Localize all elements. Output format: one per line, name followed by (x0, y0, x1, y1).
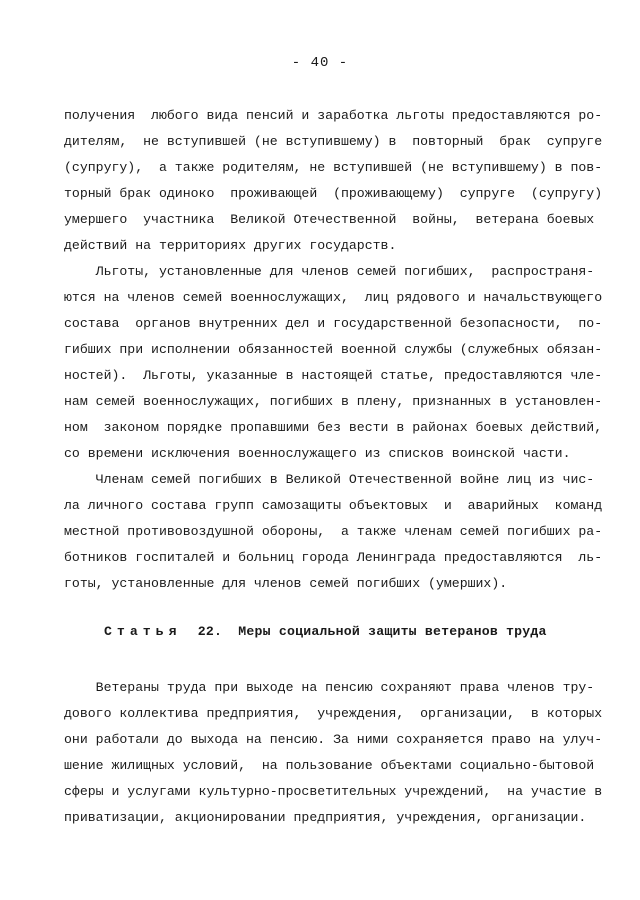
text-line: приватизации, акционировании предприятия, учреждения, организации. (64, 810, 587, 825)
text-line: действий на территориях других государств. (64, 238, 397, 253)
text-line: гибших при исполнении обязанностей военной службы (служебных обязан- (64, 342, 603, 357)
article-title: Меры социальной защиты ветеранов труда (238, 624, 547, 639)
text-line: умершего участника Великой Отечественной войны, ветерана боевых (64, 212, 595, 227)
text-line: они работали до выхода на пенсию. За ними сохраняется право на улуч- (64, 732, 603, 747)
text-line: дового коллектива предприятия, учреждения, организации, в которых (64, 706, 603, 721)
text-line: готы, установленные для членов семей погибших (умерших). (64, 576, 508, 591)
text-line: ботников госпиталей и больниц города Ленинграда предоставляются ль- (64, 550, 603, 565)
text-line: местной противовоздушной обороны, а также членам семей погибших ра- (64, 524, 603, 539)
text-line: шение жилищных условий, на пользование объектами социально-бытовой (64, 758, 595, 773)
text-line: ном законом порядке пропавшими без вести в районах боевых действий, (64, 420, 603, 435)
text-line: нам семей военнослужащих, погибших в плену, признанных в установлен- (64, 394, 603, 409)
text-line: (супругу), а также родителям, не вступившей (не вступившему) в пов- (64, 160, 603, 175)
text-line: ностей). Льготы, указанные в настоящей статье, предоставляются чле- (64, 368, 603, 383)
text-line: дителям, не вступившей (не вступившему) в повторный брак супруге (64, 134, 603, 149)
text-line: состава органов внутренних дел и государственной безопасности, по- (64, 316, 603, 331)
article-number: 22. (197, 624, 223, 639)
article-heading (104, 624, 547, 639)
page-number: - 40 - (291, 55, 349, 71)
text-line: ла личного состава групп самозащиты объектовых и аварийных команд (64, 498, 603, 513)
text-line: со времени исключения военнослужащего из списков воинской части. (64, 446, 571, 461)
text-line: сферы и услугами культурно-просветительных учреждений, на участие в (64, 784, 603, 799)
text-line: Членам семей погибших в Великой Отечественной войне лиц из чис- (64, 472, 595, 487)
text-line: Льготы, установленные для членов семей погибших, распространя- (64, 264, 595, 279)
text-line: ются на членов семей военнослужащих, лиц рядового и начальствующего (64, 290, 603, 305)
text-line: получения любого вида пенсий и заработка льготы предоставляются ро- (64, 108, 603, 123)
article-label: Статья (104, 624, 182, 639)
text-line: торный брак одиноко проживающей (проживающему) супруге (супругу) (64, 186, 603, 201)
text-line: Ветераны труда при выходе на пенсию сохраняют права членов тру- (64, 680, 595, 695)
